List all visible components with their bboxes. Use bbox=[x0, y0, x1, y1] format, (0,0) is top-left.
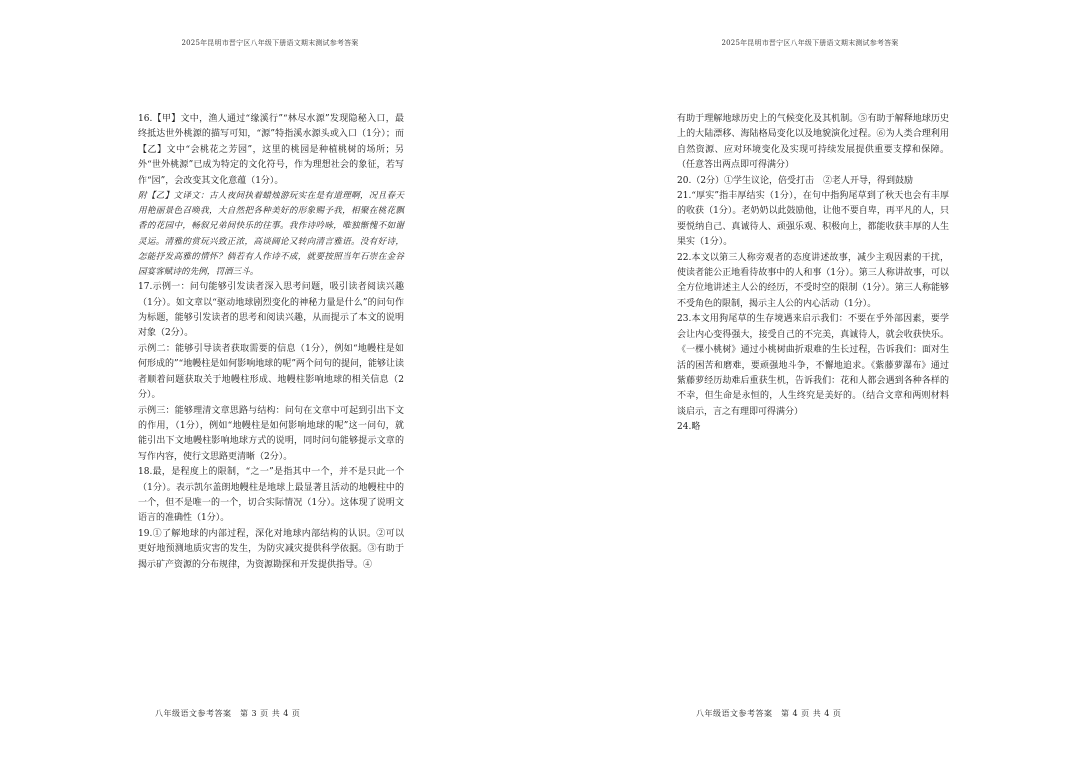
answer-22: 22.本文以第三人称旁观者的态度讲述故事，减少主观因素的干扰，使读者能公正地看待故事中的人和事（1分）。第三人称讲故事，可以全方位地讲述主人公的经历，不受时空的限制（1分）。第三人称能够不受角色的限制，揭示主人公的内心活动（1分）。 bbox=[677, 252, 949, 309]
answer-21: 21.“厚实”指丰厚结实（1分），在句中指狗尾草到了秋天也会有丰厚的收获（1分）。老奶奶以此鼓励他，让他不要自卑，再平凡的人，只要悦纳自己、真诚待人、顽强乐观、积极向上，都能收获丰厚的人生果实（1分）。 bbox=[677, 191, 949, 248]
answer-17-example-2: 示例二：能够引导读者获取需要的信息（1分），例如“地幔柱是如何形成的”“地幔柱是如何影响地球的呢”两个问句的提问，能够让读者顺着问题获取关于地幔柱形成、地幔柱影响地球的相关信息（2分）。 bbox=[138, 343, 404, 401]
right-page bbox=[540, 0, 1080, 764]
answer-16: 16.【甲】文中，渔人通过“缘溪行”“林尽水源”发现隐秘入口，最终抵达世外桃源的描写可知，“源”特指溪水源头或入口（1分）；而【乙】文中“会桃花之芳园”，这里的桃园是种植桃树的场所；另外“世外桃源”已成为特定的文化符号，作为理想社会的象征，若写作“园”，会改变其文化意蕴（1分）。 bbox=[138, 114, 404, 186]
page-header: 2025年昆明市晋宁区八年级下册语文期末测试参考答案 bbox=[181, 39, 359, 47]
answer-19-continued: 有助于理解地球历史上的气候变化及其机制。⑤有助于解释地球历史上的大陆漂移、海陆格局变化以及地貌演化过程。⑥为人类合理利用自然资源、应对环境变化及实现可持续发展提供重要支撑和保障。（任意答出两点即可得满分） bbox=[677, 114, 949, 171]
translation-note: 附【乙】文译文：古人夜间执着蜡烛游玩实在是有道理啊，况且春天用艳丽景色召唤我，大自然把各种美好的形象赐予我，相聚在桃花飘香的花园中，畅叙兄弟间快乐的往事。我作诗吟咏，唯独惭愧不如谢灵运。清雅的赏玩兴致正浓，高谈阔论又转向清言雅语。没有好诗，怎能抒发高雅的情怀？倘若有人作诗不成，就要按照当年石崇在金谷园宴客赋诗的先例，罚酒三斗。 bbox=[138, 191, 404, 278]
answer-17-example-1: 17.示例一：问句能够引发读者深入思考问题，吸引读者阅读兴趣（1分）。如文章以“驱动地球剧烈变化的神秘力量是什么”的问句作为标题，能够引发读者的思考和阅读兴趣，从而提示了本文的说明对象（2分）。 bbox=[138, 282, 404, 339]
page-footer: 八年级语文参考答案 第 3 页 共 4 页 bbox=[155, 709, 301, 718]
page-header: 2025年昆明市晋宁区八年级下册语文期末测试参考答案 bbox=[721, 39, 899, 47]
answer-17-example-3: 示例三：能够理清文章思路与结构：问句在文章中可起到引出下文的作用，（1分），例如“地幔柱是如何影响地球的呢”这一问句，就能引出下文地幔柱影响地球方式的说明，同时问句能够提示文章的写作内容，使行文思路更清晰（2分）。 bbox=[138, 405, 404, 462]
answer-19: 19.①了解地球的内部过程，深化对地球内部结构的认识。②可以更好地预测地质灾害的发生，为防灾减灾提供科学依据。③有助于揭示矿产资源的分布规律，为资源勘探和开发提供指导。④ bbox=[138, 528, 404, 570]
page-body bbox=[138, 112, 404, 573]
answer-23: 23.本文用狗尾草的生存境遇来启示我们：不要在乎外部因素，要学会让内心变得强大，接受自己的不完美，真诚待人，就会收获快乐。《一棵小桃树》通过小桃树曲折艰难的生长过程，告诉我们：面对生活的困苦和磨难，要顽强地斗争，不懈地追求。《紫藤萝瀑布》通过紫藤萝经历劫难后重获生机，告诉我们：花和人都会遇到各种各样的不幸，但生命是永恒的，人生终究是美好的。（结合文章和两则材料谈启示，言之有理即可得满分） bbox=[677, 314, 949, 417]
page-footer: 八年级语文参考答案 第 4 页 共 4 页 bbox=[696, 709, 842, 718]
answer-18: 18.最，是程度上的限制，“之一”是指其中一个，并不是只此一个（1分）。表示凯尔盖朗地幔柱是地球上最显著且活动的地幔柱中的一个，但不是唯一的一个，切合实际情况（1分）。这体现了说明文语言的准确性（1分）。 bbox=[138, 467, 404, 524]
answer-24: 24.略 bbox=[677, 422, 701, 433]
page-body bbox=[677, 112, 949, 436]
answer-20: 20.（2分）①学生议论，倍受打击 ②老人开导，得到鼓励 bbox=[677, 175, 914, 186]
